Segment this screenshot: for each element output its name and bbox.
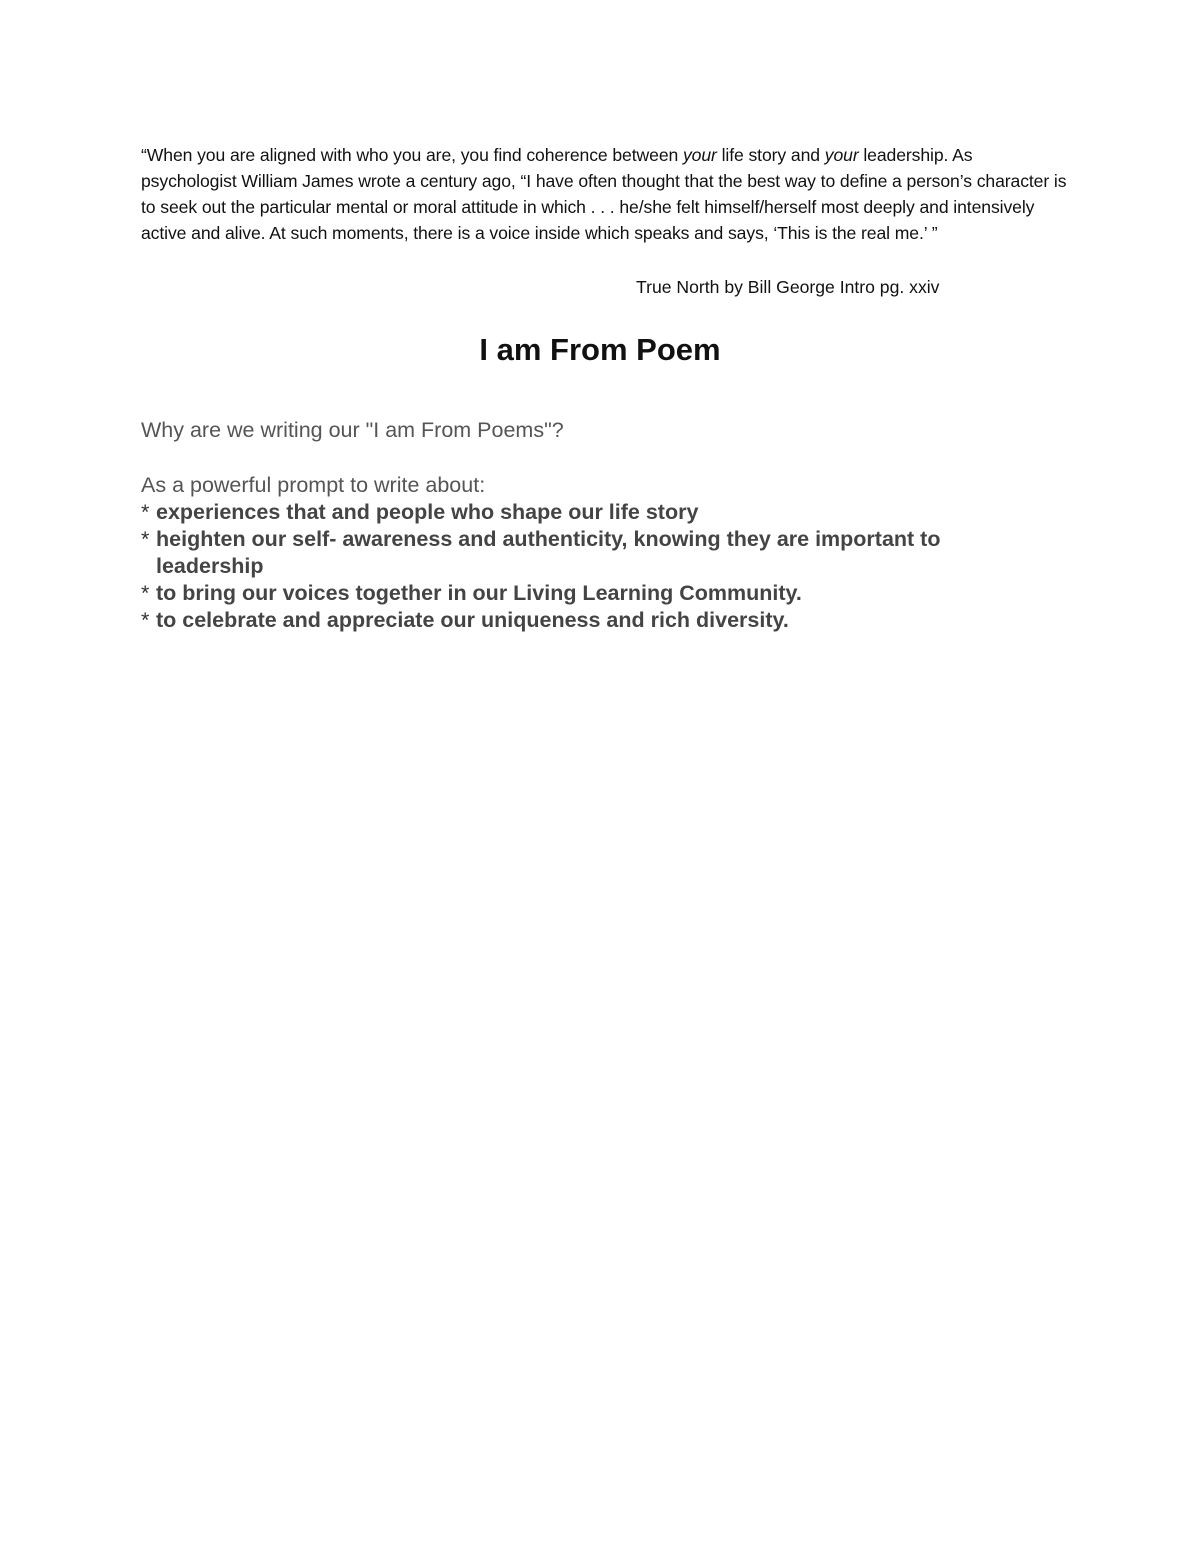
page-title: I am From Poem [479,332,721,367]
quote-text-part-2: life story and [716,145,825,165]
bullet-marker: * [141,581,150,605]
quote-text-part-3: leadership. As psychologist William James wrote a century ago, “I have often thought that the best way to define a person’s character is to seek out the particular mental or moral attitude in which . . . he/she felt himself/herself most deeply and intensively active and alive. At such moments, there is a voice inside which speaks and says, ‘This is the real me.’ ” [141,145,1067,243]
list-item [141,499,1041,526]
question-text: Why are we writing our "I am From Poems"? [141,418,564,442]
bullet-marker: * [141,500,150,524]
bullet-marker: * [141,608,150,632]
quote-emphasis-your-2: your [824,145,859,165]
list-item [141,607,1041,634]
bullet-text: heighten our self- awareness and authenticity, knowing they are important to leadership [156,527,941,578]
quote-text-part-1: “When you are aligned with who you are, you find coherence between [141,145,683,165]
quote-paragraph [141,142,1071,246]
bullet-marker: * [141,527,150,551]
bullet-list [141,499,1041,634]
list-item [141,526,1041,580]
prompt-text: As a powerful prompt to write about: [141,473,486,497]
quote-emphasis-your-1: your [682,145,717,165]
opening-quote [141,142,1071,246]
bullet-text: to celebrate and appreciate our uniqueness and rich diversity. [156,608,789,632]
bullet-text: to bring our voices together in our Living Learning Community. [156,581,802,605]
list-item [141,580,1041,607]
quote-citation: True North by Bill George Intro pg. xxiv [636,277,940,297]
bullet-text: experiences that and people who shape our life story [156,500,699,524]
